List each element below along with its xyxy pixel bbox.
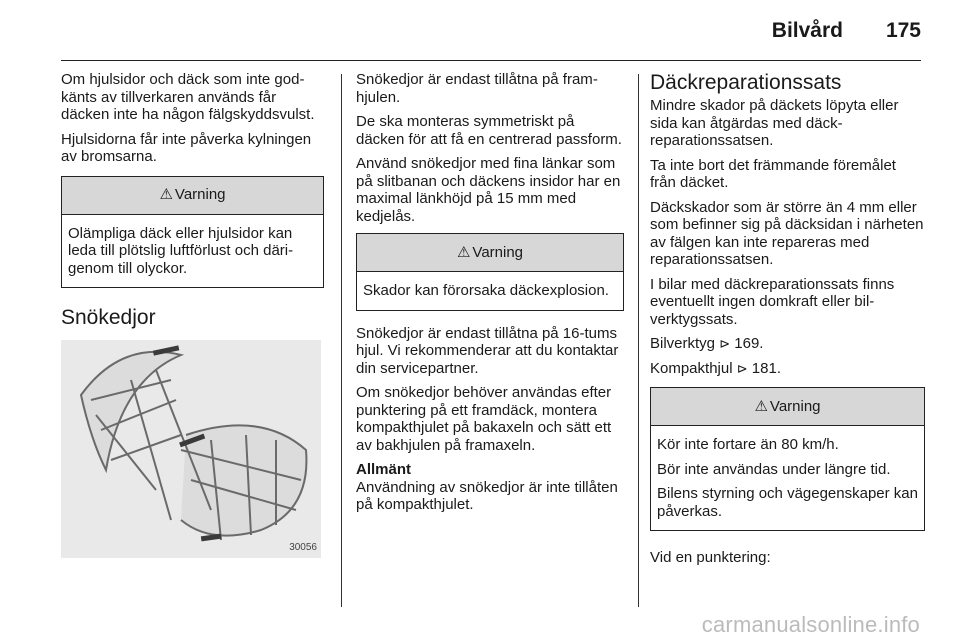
warning-box-header bbox=[651, 388, 924, 426]
paragraph: Om hjulsidor och däck som inte godkänts av tillverkaren används får däcken inte ha någon fälgskyddsvulst. bbox=[61, 71, 315, 123]
paragraph: Användning av snökedjor är inte tillåten på kompakthjulet. bbox=[356, 478, 618, 513]
warning-box-body bbox=[651, 426, 924, 530]
page-reference-icon: ⊳ bbox=[719, 336, 731, 351]
warning-triangle-icon: ⚠ bbox=[456, 243, 471, 261]
warning-line: Bilens styrning och vägegenskaper kan påverkas. bbox=[657, 485, 918, 520]
warning-text: Olämpliga däck eller hjulsidor kan leda till plötslig luftförlust och därigenom till olyckor. bbox=[68, 224, 294, 277]
warning-box bbox=[650, 387, 925, 531]
warning-box-header bbox=[357, 234, 623, 272]
warning-box bbox=[61, 176, 324, 289]
xref-page: 181. bbox=[751, 359, 781, 377]
warning-box bbox=[356, 233, 624, 311]
header-section-title: Bilvård bbox=[771, 19, 843, 42]
section-heading-snow-chains: Snökedjor bbox=[61, 306, 156, 329]
paragraph: De ska monteras symmetriskt på däcken för att få en centrerad passform. bbox=[356, 113, 622, 148]
column-2 bbox=[356, 71, 624, 521]
xref-label: Kompakthjul bbox=[650, 359, 733, 377]
paragraph: I bilar med däckreparationssats finns eventuellt ingen domkraft eller bilverktygssats. bbox=[650, 275, 895, 328]
paragraph: Ta inte bort det främmande föremålet från däcket. bbox=[650, 156, 896, 191]
column-divider-1 bbox=[341, 74, 342, 607]
cross-reference-tools[interactable] bbox=[650, 335, 925, 353]
warning-box-body bbox=[62, 215, 323, 288]
header-divider bbox=[61, 60, 921, 61]
paragraph: Om snökedjor behöver användas efter punktering på ett framdäck, montera kompakthjulet på bakaxeln och sätt ett av bakhjulen på framaxeln. bbox=[356, 384, 612, 454]
xref-page: 169. bbox=[734, 335, 764, 352]
figure-code: 30056 bbox=[289, 541, 317, 553]
paragraph: Använd snökedjor med fina länkar som på slitbanan och däckens insidor har en maximal länkhöjd på 15 mm med kedjelås. bbox=[356, 155, 621, 225]
column-divider-2 bbox=[638, 74, 639, 607]
column-3 bbox=[650, 71, 925, 574]
warning-box-header bbox=[62, 177, 323, 215]
warning-text: Skador kan förorsaka däckexplosion. bbox=[363, 282, 609, 299]
paragraph: Däckskador som är större än 4 mm eller som befinner sig på däcksidan i närheten av fälgen kan inte repareras med reparationssatsen. bbox=[650, 198, 924, 268]
warning-title: Varning bbox=[174, 186, 226, 204]
paragraph: Mindre skador på däckets löpyta eller sida kan åtgärdas med däckreparationssatsen. bbox=[650, 97, 899, 149]
paragraph: Snökedjor är endast tillåtna på framhjulen. bbox=[356, 71, 598, 106]
warning-triangle-icon: ⚠ bbox=[754, 397, 768, 415]
watermark: carmanualsonline.info bbox=[701, 612, 920, 637]
warning-title: Varning bbox=[769, 397, 821, 415]
warning-line: Bör inte användas under längre tid. bbox=[657, 460, 891, 478]
subheading-general: Allmänt bbox=[356, 461, 412, 478]
column-1 bbox=[61, 71, 324, 558]
paragraph: Snökedjor är endast tillåtna på 16-tums hjul. Vi rekommenderar att du kontaktar din servicepartner. bbox=[356, 324, 619, 377]
section-heading-tire-repair-kit: Däckreparationssats bbox=[650, 71, 842, 94]
page-reference-icon: ⊳ bbox=[736, 360, 748, 376]
xref-label: Bilverktyg bbox=[650, 335, 716, 352]
warning-triangle-icon: ⚠ bbox=[159, 186, 173, 204]
warning-line: Kör inte fortare än 80 km/h. bbox=[657, 436, 839, 453]
snow-chains-drawing bbox=[61, 340, 321, 558]
paragraph: Vid en punktering: bbox=[650, 549, 771, 566]
cross-reference-compact-wheel[interactable] bbox=[650, 360, 925, 378]
paragraph: Hjulsidorna får inte påverka kylningen av bromsarna. bbox=[61, 130, 312, 165]
warning-box-body bbox=[357, 272, 623, 310]
page-number: 175 bbox=[885, 19, 921, 42]
warning-title: Varning bbox=[472, 243, 524, 261]
snow-chains-illustration bbox=[61, 340, 321, 558]
